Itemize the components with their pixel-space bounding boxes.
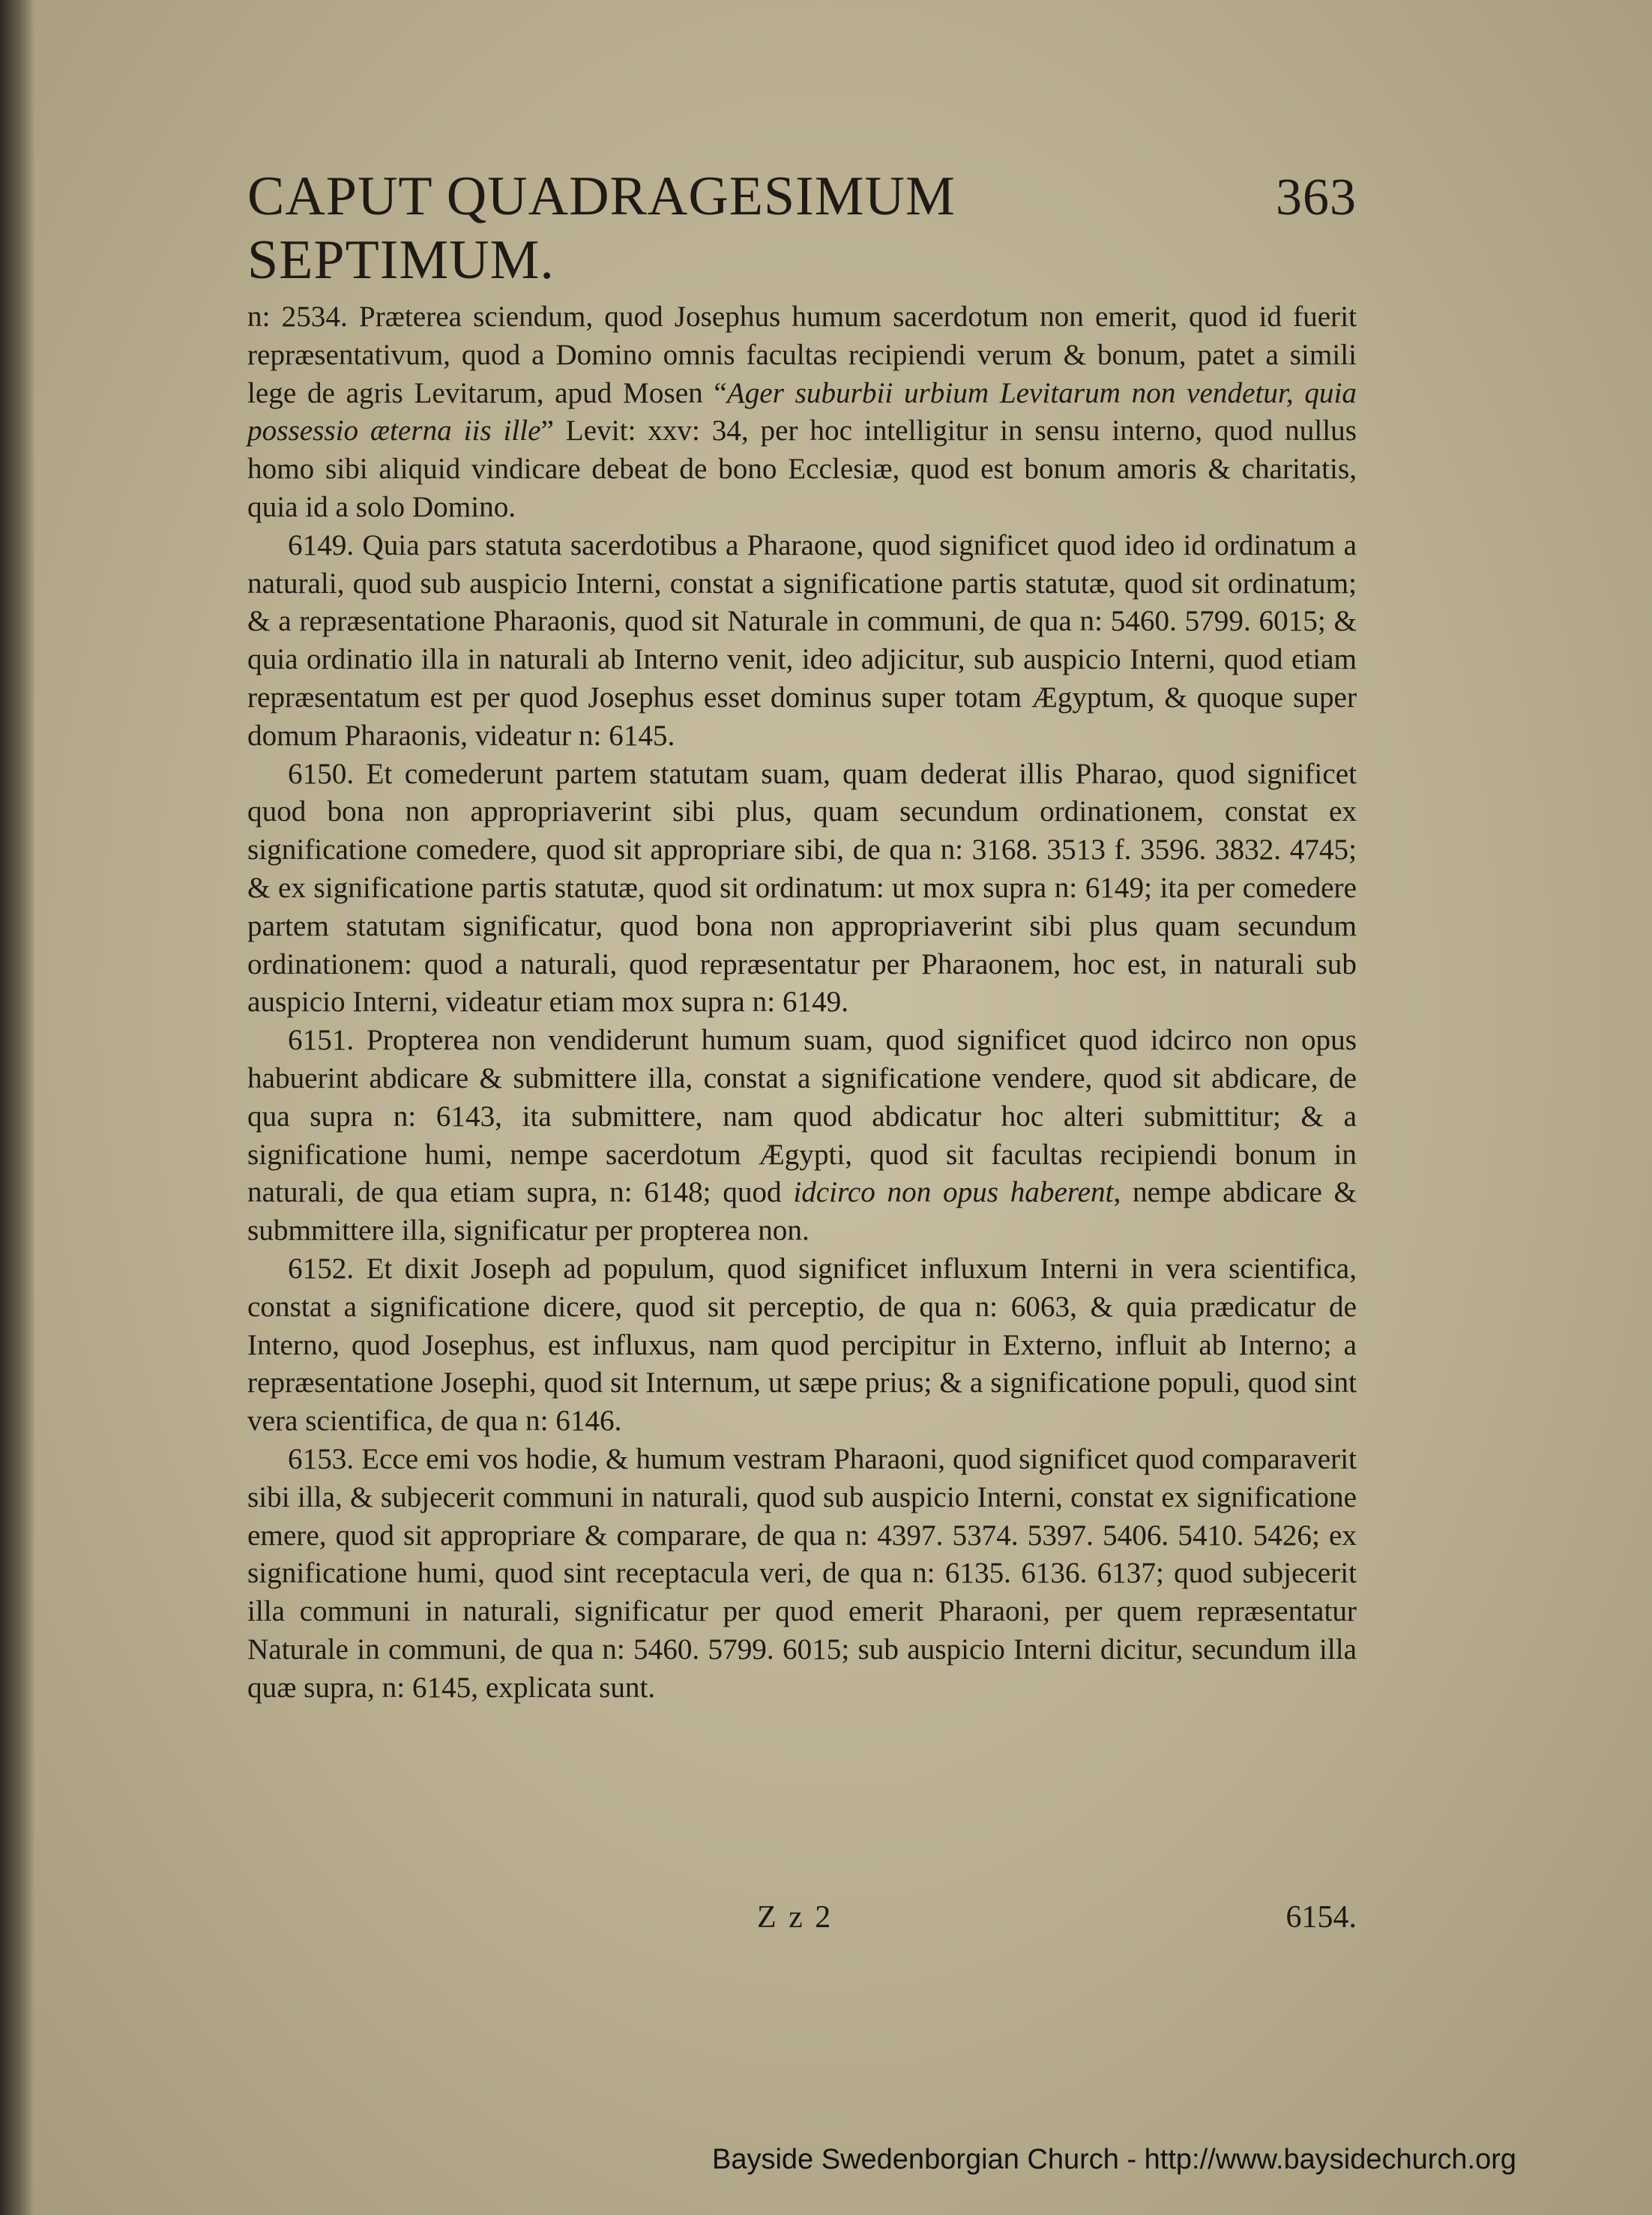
paragraph-text: 6151. Propterea non vendiderunt humum suam, quod significet quod idcirco non opus habuerint abdicare & submittere illa, constat a significatione vendere, quod sit abdicare, de qua supra n: 6143, ita submittere, nam quod abdicatur hoc alteri submittitur; & a significatione humi, nempe sacerdotum Ægypti, quod sit facultas recipiendi bonum in naturali, de qua etiam supra, n: 6148; quod	[247, 1024, 1357, 1209]
paragraph-2534	[247, 298, 1357, 527]
page-footer	[247, 1899, 1357, 1935]
paragraph-text: n: 2534. Præterea sciendum, quod Josephus humum sacerdotum non emerit, quod id fuerit repræsentativum, quod a Domino omnis facultas recipiendi verum & bonum, patet a simili lege de agris Levitarum, apud Mosen “	[247, 301, 1357, 409]
page-gutter	[0, 0, 34, 2215]
catchword: 6154.	[1285, 1900, 1357, 1935]
paragraph-6149	[247, 527, 1357, 756]
paragraph-text: 6153. Ecce emi vos hodie, & humum vestram Pharaoni, quod significet quod comparaverit sibi illa, & subjecerit communi in naturali, quod sub auspicio Interni, constat ex significatione emere, quod sit appropriare & comparare, de qua n: 4397. 5374. 5397. 5406. 5410. 5426; ex significatione humi, quod sint receptacula veri, de qua n: 6135. 6136. 6137; quod subjecerit illa communi in naturali, significatur per quod emerit Pharaoni, per quem repræsentatur Naturale in communi, de qua n: 5460. 5799. 6015; sub auspicio Interni dicitur, secundum illa quæ supra, n: 6145, explicata sunt.	[247, 1442, 1357, 1704]
paragraph-6151	[247, 1022, 1357, 1250]
paragraph-6152	[247, 1250, 1357, 1441]
phrase-italic: idcirco non opus haberent	[793, 1176, 1114, 1209]
page-number: 363	[1276, 169, 1357, 226]
paragraph-6150	[247, 756, 1357, 1022]
quotation-italic: Ager suburbii urbium Levitarum non vendetur, quia possessio æterna iis ille	[247, 376, 1357, 447]
chapter-title: CAPUT QUADRAGESIMUM SEPTIMUM.	[247, 166, 956, 291]
running-head	[247, 165, 1357, 292]
paragraph-text: 6150. Et comederunt partem statutam suam, quam dederat illis Pharao, quod significet quod bona non appropriaverint sibi plus, quam secundum ordinationem, constat ex significatione comedere, quod sit appropriare sibi, de qua n: 3168. 3513 f. 3596. 3832. 4745; & ex significatione partis statutæ, quod sit ordinatum: ut mox supra n: 6149; ita per comedere partem statutam significatur, quod bona non appropriaverint sibi plus quam secundum ordinationem: quod a naturali, quod repræsentatur per Pharaonem, hoc est, in naturali sub auspicio Interni, videatur etiam mox supra n: 6149.	[247, 757, 1357, 1019]
paragraph-6153	[247, 1441, 1357, 1708]
signature-mark: Z z 2	[757, 1900, 833, 1935]
paragraph-text: 6152. Et dixit Joseph ad populum, quod significet influxum Interni in vera scientifica, constat a significatione dicere, quod sit perceptio, de qua n: 6063, & quia prædicatur de Interno, quod Josephus, est influxus, nam quod percipitur in Externo, influit ab Interno; a repræsentatione Josephi, quod sit Internum, ut sæpe prius; & a significatione populi, quod sint vera scientifica, de qua n: 6146.	[247, 1252, 1357, 1438]
watermark-credit: Bayside Swedenborgian Church - http://www.baysidechurch.org	[712, 2144, 1517, 2175]
paragraph-text: 6149. Quia pars statuta sacerdotibus a Pharaone, quod significet quod ideo id ordinatum a naturali, quod sub auspicio Interni, constat a significatione partis statutæ, quod sit ordinatum; & a repræsentatione Pharaonis, quod sit Naturale in communi, de qua n: 5460. 5799. 6015; & quia ordinatio illa in naturali ab Interno venit, ideo adjicitur, sub auspicio Interni, quod etiam repræsentatum est per quod Josephus esset dominus super totam Ægyptum, & quoque super domum Pharaonis, videatur n: 6145.	[247, 528, 1357, 752]
text-block	[247, 150, 1357, 1707]
paragraph-tail: ” Levit: xxv: 34, per hoc intelligitur in sensu interno, quod nullus homo sibi aliquid vindicare debeat de bono Ecclesiæ, quod est bonum amoris & charitatis, quia id a solo Domino.	[247, 415, 1357, 523]
paragraph-tail: , nempe abdicare & submmittere illa, significatur per propterea non.	[247, 1176, 1357, 1247]
